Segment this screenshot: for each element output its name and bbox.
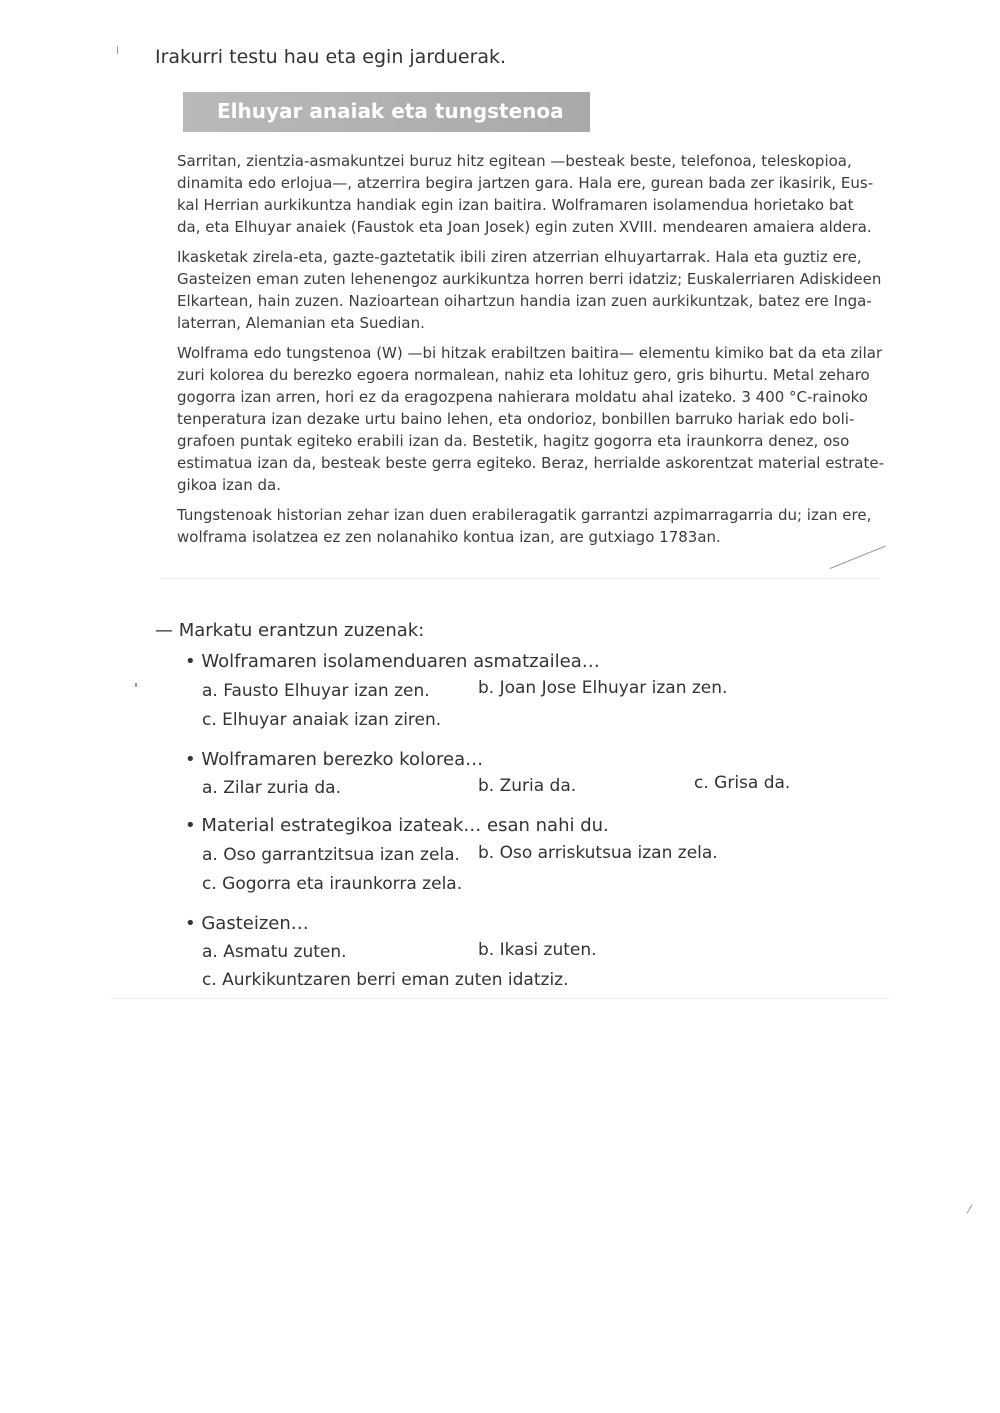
paragraph-1 bbox=[177, 150, 899, 238]
question-4-stem: • Gasteizen… bbox=[185, 913, 309, 934]
question-4-option-c[interactable]: c. Aurkikuntzaren berri eman zuten idatziz. bbox=[202, 970, 569, 990]
question-3-option-b[interactable]: b. Oso arriskutsua izan zela. bbox=[478, 843, 718, 863]
question-3-stem: • Material estrategikoa izateak… esan nahi du. bbox=[185, 815, 609, 836]
question-1-option-b[interactable]: b. Joan Jose Elhuyar izan zen. bbox=[478, 678, 728, 698]
passage-line: grafoen puntak egiteko erabili izan da. Bestetik, hagitz gogorra eta iraunkorra denez, oso bbox=[177, 432, 850, 450]
title-banner bbox=[183, 92, 590, 132]
question-3-option-a[interactable]: a. Oso garrantzitsua izan zela. bbox=[202, 845, 460, 865]
question-2-option-a[interactable]: a. Zilar zuria da. bbox=[202, 778, 341, 798]
passage-line: da, eta Elhuyar anaiek (Faustok eta Joan Josek) egin zuten XVIII. mendearen amaiera aldera. bbox=[177, 218, 872, 236]
divider bbox=[160, 578, 880, 579]
passage-line: gogorra izan arren, hori ez da eragozpena nahierara moldatu ahal izateko. 3 400 °C-rainoko bbox=[177, 388, 868, 406]
passage-line: Sarritan, zientzia-asmakuntzei buruz hitz egitean —besteak beste, telefonoa, teleskopioa, bbox=[177, 152, 852, 170]
scan-speck bbox=[135, 683, 137, 687]
passage-line: tenperatura izan dezake urtu baino lehen, eta ondorioz, bonbillen barruko hariak edo boli- bbox=[177, 410, 855, 428]
paragraph-2 bbox=[177, 246, 899, 334]
question-1-option-a[interactable]: a. Fausto Elhuyar izan zen. bbox=[202, 681, 430, 701]
page-edge-line bbox=[110, 998, 890, 999]
question-2-stem: • Wolframaren berezko kolorea… bbox=[185, 749, 484, 770]
passage-line: Ikasketak zirela-eta, gazte-gaztetatik ibili ziren atzerrian elhuyartarrak. Hala eta guztiz ere, bbox=[177, 248, 862, 266]
question-3-option-c[interactable]: c. Gogorra eta iraunkorra zela. bbox=[202, 874, 463, 894]
question-4-option-b[interactable]: b. Ikasi zuten. bbox=[478, 940, 597, 960]
passage-line: Tungstenoak historian zehar izan duen erabileragatik garrantzi azpimarragarria du; izan ere, bbox=[177, 506, 872, 524]
passage-line: kal Herrian aurkikuntza handiak egin izan baitira. Wolframaren isolamendua horietako bat bbox=[177, 196, 854, 214]
question-4-option-a[interactable]: a. Asmatu zuten. bbox=[202, 942, 347, 962]
passage-line: Elkartean, hain zuzen. Nazioartean oihartzun handia izan zuen aurkikuntzak, batez ere Inga- bbox=[177, 292, 872, 310]
question-1-option-c[interactable]: c. Elhuyar anaiak izan ziren. bbox=[202, 710, 442, 730]
reading-passage bbox=[177, 150, 899, 570]
passage-line: Gasteizen eman zuten lehenengoz aurkikuntza horren berri idatziz; Euskalerriaren Adiskideen bbox=[177, 270, 882, 288]
passage-line: gikoa izan da. bbox=[177, 476, 281, 494]
question-2-option-c[interactable]: c. Grisa da. bbox=[694, 773, 791, 793]
passage-line: wolframa isolatzea ez zen nolanahiko kontua izan, are gutxiago 1783an. bbox=[177, 528, 721, 546]
scan-speck bbox=[967, 1204, 973, 1213]
passage-line: dinamita edo erlojua—, atzerrira begira jartzen gara. Hala ere, gurean bada zer ikasirik, Eus- bbox=[177, 174, 874, 192]
paragraph-4 bbox=[177, 504, 899, 548]
instruction-text: Irakurri testu hau eta egin jarduerak. bbox=[155, 46, 507, 68]
passage-line: estimatua izan da, besteak beste gerra egiteko. Beraz, herrialde askorentzat material estrate- bbox=[177, 454, 884, 472]
passage-line: laterran, Alemanian eta Suedian. bbox=[177, 314, 425, 332]
paragraph-3 bbox=[177, 342, 899, 496]
scan-speck bbox=[117, 46, 118, 54]
passage-line: Wolframa edo tungstenoa (W) —bi hitzak erabiltzen baitira— elementu kimiko bat da eta zilar bbox=[177, 344, 883, 362]
article-title: Elhuyar anaiak eta tungstenoa bbox=[217, 99, 564, 123]
question-1-stem: • Wolframaren isolamenduaren asmatzailea… bbox=[185, 651, 600, 672]
question-2-option-b[interactable]: b. Zuria da. bbox=[478, 776, 577, 796]
passage-line: zuri kolorea du berezko egoera normalean, nahiz eta lohituz gero, gris bihurtu. Metal zeharo bbox=[177, 366, 870, 384]
exercise-heading: — Markatu erantzun zuzenak: bbox=[155, 620, 425, 641]
